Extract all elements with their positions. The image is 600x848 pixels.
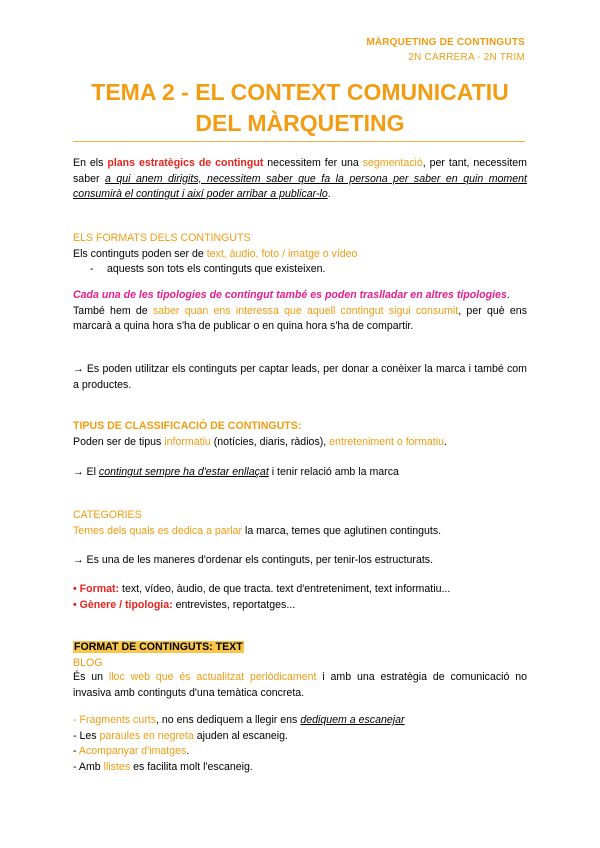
- bullet-mark: •: [73, 598, 80, 611]
- classificacio-text-3: .: [443, 435, 447, 448]
- format-text: text, vídeo, àudio, de que tracta. text d'entreteniment, text informatiu...: [119, 583, 451, 595]
- tip-dash: - Amb: [73, 760, 104, 773]
- page-title-line-2: DEL MÀRQUETING: [195, 110, 405, 136]
- categories-section: [73, 508, 527, 539]
- tipologies-dot: .: [506, 289, 510, 301]
- categories-temes: Temes dels quals es dedica a parlar: [73, 524, 243, 537]
- classificacio-arrow-1: → El: [73, 466, 99, 478]
- tip-negreta-text: ajuden al escaneig.: [193, 729, 288, 742]
- tipologies-italic: Cada una de les tipologies de contingut també es poden traslladar en altres tipologies: [73, 289, 507, 301]
- page-title-line-1: TEMA 2 - EL CONTEXT COMUNICATIU: [91, 79, 509, 105]
- classificacio-entreteniment: entreteniment o formatiu: [329, 435, 444, 448]
- intro-text-2: necessitem fer una: [263, 157, 363, 169]
- tip-escanejar: dediquem a escanejar: [300, 714, 405, 726]
- categories-list: [73, 582, 527, 613]
- tipologies-text-1: També hem de: [73, 304, 153, 317]
- tipologies-paragraph: [73, 288, 527, 335]
- tipologies-text-2: , per què ens marcarà a quina hora s'ha de publicar o en quina hora s'ha de compartir.: [73, 304, 527, 332]
- categories-line: [73, 524, 527, 540]
- categories-heading: CATEGORIES: [73, 509, 142, 521]
- format-label: Format:: [79, 583, 120, 595]
- tip-negreta: paraules en negreta: [99, 729, 194, 742]
- tipologies-saber: saber quan ens interessa que aquell contingut sigui consumit: [152, 304, 459, 317]
- tip-imatges-text: .: [186, 745, 190, 757]
- blog-subheading: BLOG: [73, 656, 103, 669]
- list-item: [73, 582, 527, 598]
- intro-text-3: , per tant, necessitem saber: [73, 157, 527, 185]
- classificacio-arrow-note: [73, 465, 527, 481]
- header-subject: MÀRQUETING DE CONTINGUTS: [366, 37, 525, 48]
- classificacio-informatiu: informatiu: [164, 435, 211, 448]
- tip-llistes: llistes: [103, 760, 131, 773]
- intro-quote: a qui anem dirigits, necessitem saber que fa la persona per saber en quin moment consumirà el contingut i així poder arribar a publicar-lo: [73, 172, 527, 200]
- classificacio-text-2: (notícies, diaris, ràdios),: [210, 435, 330, 448]
- tip-dash: - Les: [73, 729, 100, 742]
- genere-label: Gènere / tipologia:: [79, 598, 173, 611]
- format-text-heading-line: [73, 640, 527, 656]
- classificacio-text-1: Poden ser de tipus: [73, 435, 165, 448]
- formats-bullet-text: aquests son tots els continguts que existeixen.: [107, 263, 326, 275]
- title-divider: [73, 141, 525, 142]
- list-item: [73, 744, 527, 760]
- blog-lloc-web: lloc web que és actualitzat periòdicament: [108, 671, 317, 683]
- tipologies-arrow-note: → Es poden utilitzar els continguts per captar leads, per donar a conèixer la marca i també com a productes.: [73, 363, 527, 391]
- list-item: [73, 713, 527, 729]
- intro-paragraph: [73, 156, 527, 203]
- intro-plans: plans estratègics de contingut: [107, 157, 264, 169]
- categories-arrow-note: → Es una de les maneres d'ordenar els continguts, per tenir-los estructurats.: [73, 554, 434, 566]
- intro-text-1: En els: [73, 157, 108, 169]
- format-text-heading: FORMAT DE CONTINGUTS: TEXT: [74, 641, 243, 653]
- tip-fragments-text: , no ens dediquem a llegir ens: [156, 714, 301, 726]
- blog-text-2: i amb una estratègia de comunicació no invasiva amb continguts d'una temàtica concreta.: [73, 671, 528, 699]
- formats-heading: ELS FORMATS DELS CONTINGUTS: [73, 232, 251, 244]
- classificacio-arrow-underlined: contingut sempre ha d'estar enllaçat: [98, 466, 269, 478]
- tip-fragments: - Fragments curts: [73, 714, 157, 726]
- formats-bullet-mark: -: [90, 263, 94, 275]
- list-item: [73, 729, 527, 745]
- list-item: [73, 598, 527, 614]
- blog-text-1: És un: [73, 671, 109, 683]
- blog-paragraph: [73, 670, 527, 701]
- categories-text: la marca, temes que aglutinen continguts.: [242, 524, 442, 537]
- blog-tips-list: [73, 713, 527, 775]
- intro-text-4: .: [327, 188, 331, 200]
- intro-segmentacio: segmentació: [362, 157, 423, 169]
- formats-bullet: [73, 262, 527, 278]
- formats-section: [73, 231, 527, 278]
- classificacio-arrow-2: i tenir relació amb la marca: [268, 466, 399, 478]
- classificacio-line: [73, 435, 527, 451]
- tip-llistes-text: es facilita molt l'escaneig.: [130, 760, 253, 773]
- formats-line: [73, 247, 527, 263]
- tip-dash: -: [73, 745, 79, 757]
- list-item: [73, 760, 527, 776]
- header-course: 2N CARRERA - 2N TRIM: [408, 52, 525, 63]
- formats-types: text, àudio, foto / imatge o vídeo: [206, 247, 358, 260]
- classificacio-section: [73, 419, 527, 450]
- classificacio-heading: TIPUS DE CLASSIFICACIÓ DE CONTINGUTS:: [73, 420, 302, 432]
- format-text-section: [73, 640, 527, 671]
- bullet-mark: •: [73, 583, 80, 595]
- genere-text: entrevistes, reportatges...: [172, 598, 296, 611]
- page-title: [70, 77, 530, 139]
- formats-line-text: Els continguts poden ser de: [73, 247, 207, 260]
- tip-imatges: Acompanyar d'imatges: [78, 745, 187, 757]
